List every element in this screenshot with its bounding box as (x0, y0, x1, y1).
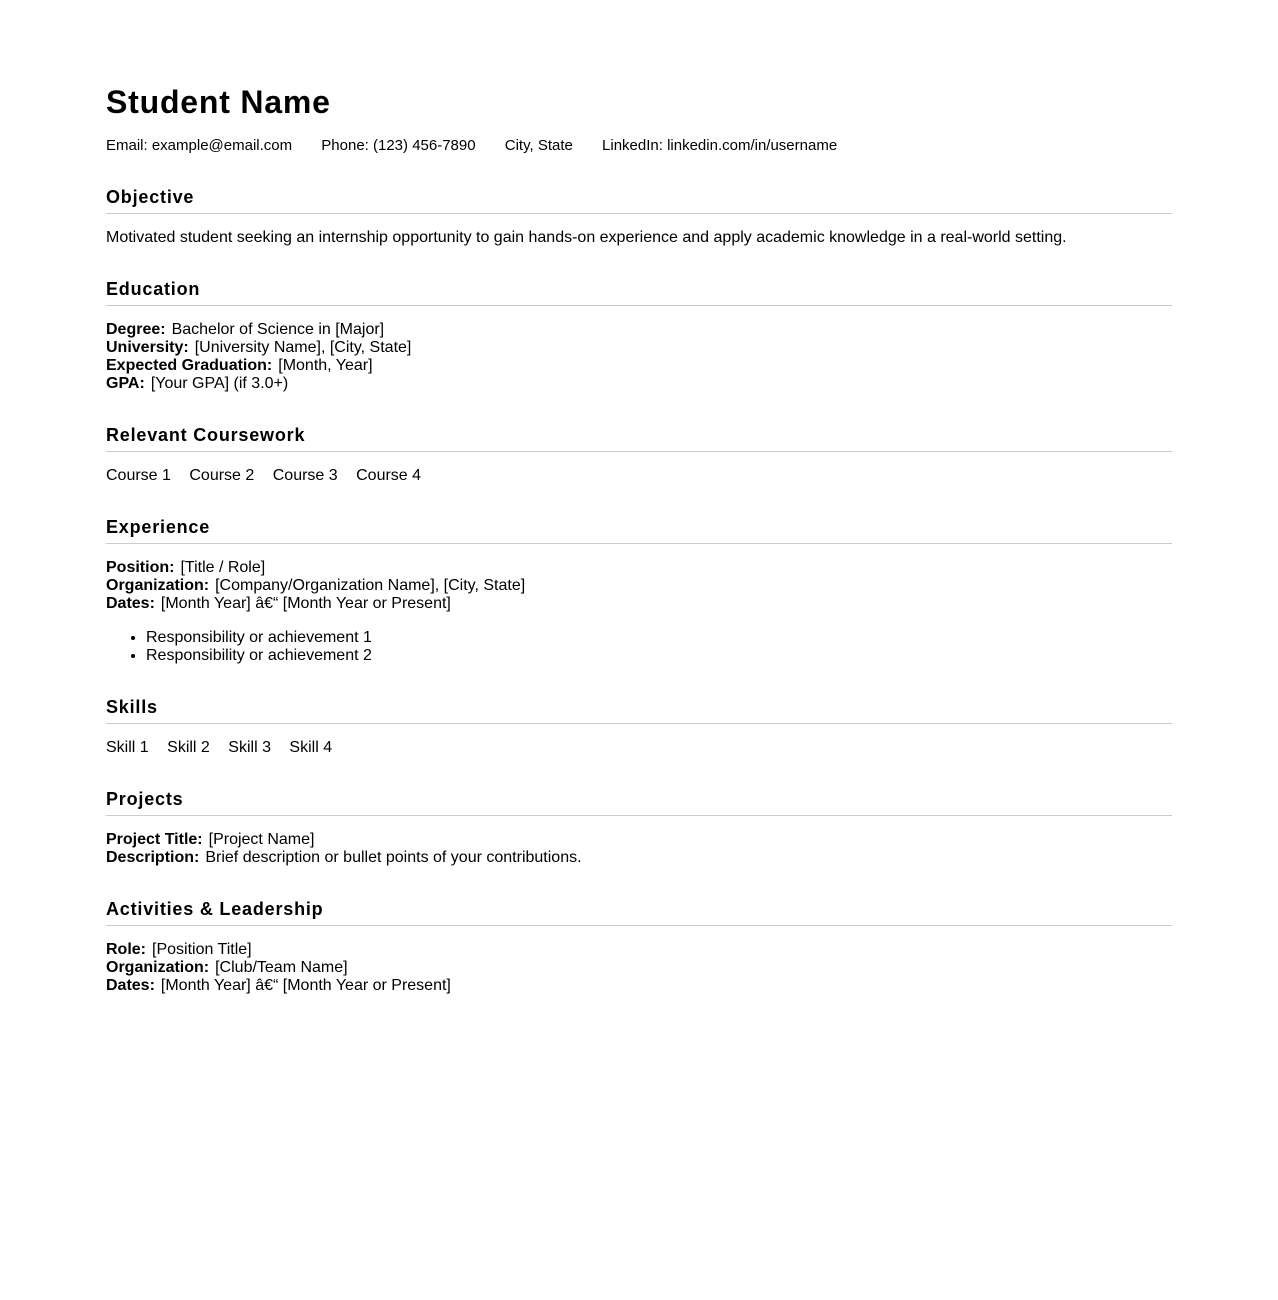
education-graduation: Expected Graduation: [Month, Year] (106, 357, 373, 374)
experience-dates: Dates: [Month Year] â€“ [Month Year or Present] (106, 595, 451, 612)
section-title: Experience (106, 516, 1172, 544)
list-item: • Responsibility or achievement 2 (146, 647, 1172, 665)
section-title: Relevant Coursework (106, 424, 1172, 452)
experience-organization: Organization: [Company/Organization Name], [City, State] (106, 577, 526, 594)
activity-dates: Dates: [Month Year] â€“ [Month Year or Present] (106, 977, 451, 994)
experience-position: Position: [Title / Role] (106, 559, 266, 576)
project-description: Description: Brief description or bullet points of your contributions. (106, 849, 582, 866)
section-title: Education (106, 278, 1172, 306)
section-title: Objective (106, 186, 1172, 214)
course-item: Course 1 (106, 467, 171, 484)
project-title: Project Title: [Project Name] (106, 831, 315, 848)
skills-section (106, 696, 1172, 757)
coursework-section (106, 424, 1172, 485)
skill-item: Skill 4 (289, 739, 333, 756)
objective-text: Motivated student seeking an internship opportunity to gain hands-on experience and apply academic knowledge in a real-world setting. (106, 229, 1067, 246)
student-name: Student Name (106, 84, 331, 120)
contact-phone: Phone: (123) 456-7890 (321, 137, 476, 154)
skill-item: Skill 1 (106, 739, 149, 756)
experience-section (106, 516, 1172, 665)
education-university: University: [University Name], [City, State] (106, 339, 412, 356)
contact-linkedin: LinkedIn: linkedin.com/in/username (602, 137, 838, 154)
experience-bullets (106, 629, 1172, 665)
course-item: Course 2 (189, 467, 255, 484)
contact-info (106, 136, 862, 156)
education-gpa: GPA: [Your GPA] (if 3.0+) (106, 375, 289, 392)
objective-section (106, 186, 1172, 247)
list-item: • Responsibility or achievement 1 (146, 629, 1172, 647)
contact-location: City, State (504, 137, 573, 154)
contact-email: Email: example@email.com (106, 137, 293, 154)
course-item: Course 4 (356, 467, 422, 484)
section-title: Activities & Leadership (106, 898, 1172, 926)
section-title: Skills (106, 696, 1172, 724)
education-section (106, 278, 1172, 393)
course-item: Course 3 (272, 467, 338, 484)
activity-role: Role: [Position Title] (106, 941, 252, 958)
projects-section (106, 788, 1172, 867)
section-title: Projects (106, 788, 1172, 816)
education-degree: Degree: Bachelor of Science in [Major] (106, 321, 385, 338)
activities-section (106, 898, 1172, 995)
skill-item: Skill 3 (228, 739, 271, 756)
skill-item: Skill 2 (167, 739, 210, 756)
activity-organization: Organization: [Club/Team Name] (106, 959, 348, 976)
